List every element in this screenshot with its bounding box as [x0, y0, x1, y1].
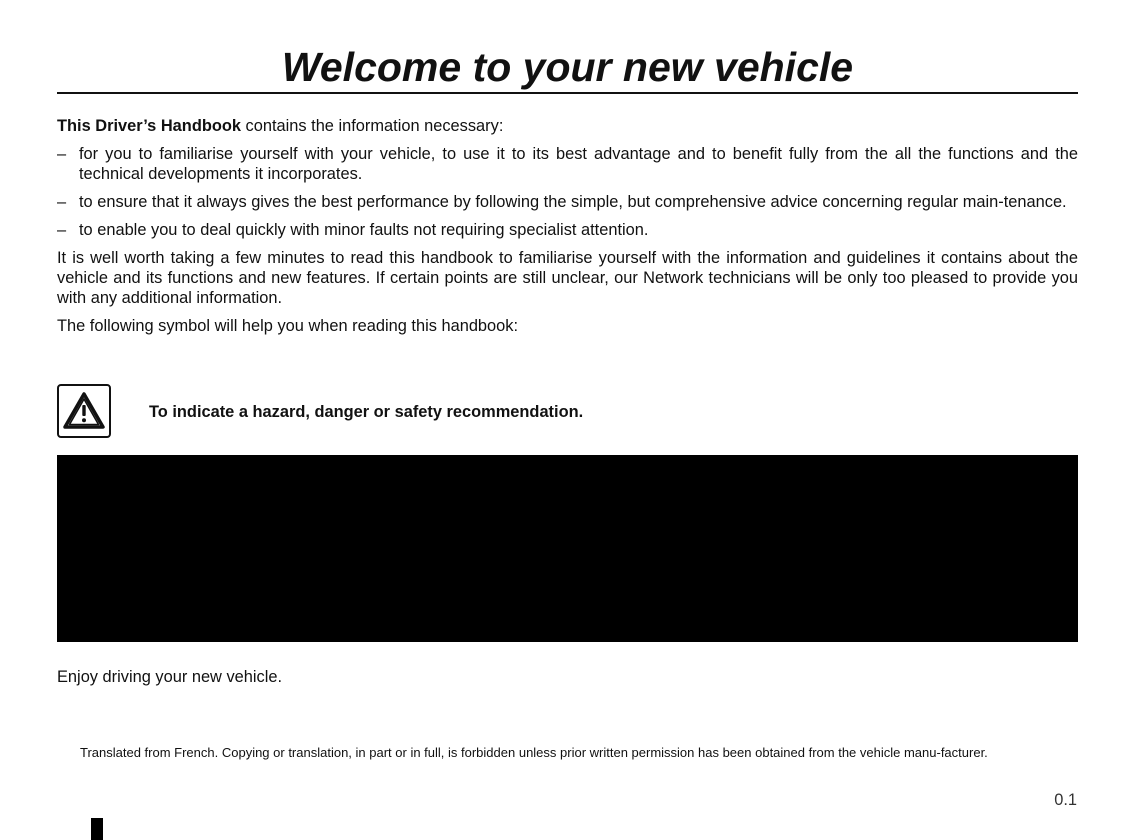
redacted-block: [57, 455, 1078, 642]
page-edge-marker: [91, 818, 103, 840]
list-item-text: to enable you to deal quickly with minor faults not requiring specialist attention.: [79, 221, 649, 239]
list-item: [57, 220, 1078, 240]
handbook-name: This Driver’s Handbook: [57, 117, 241, 135]
list-dash: –: [57, 193, 67, 211]
closing-text: Enjoy driving your new vehicle.: [57, 668, 283, 686]
copyright-note: Translated from French. Copying or translation, in part or in full, is forbidden unless prior written permission has been obtained from the vehicle manu-facturer.: [80, 745, 988, 760]
list-item: [57, 192, 1078, 212]
list-dash: –: [57, 145, 67, 163]
warning-description: To indicate a hazard, danger or safety recommendation.: [149, 403, 584, 421]
page-title: Welcome to your new vehicle: [281, 44, 854, 90]
list-item-text: for you to familiarise yourself with your vehicle, to use it to its best advantage and to benefit fully from the all the functions and the technical developments it incorporates.: [79, 145, 1078, 183]
symbol-intro: The following symbol will help you when reading this handbook:: [57, 317, 519, 335]
warning-triangle-icon: [57, 384, 111, 438]
list-dash: –: [57, 221, 67, 239]
intro-lead-rest: contains the information necessary:: [240, 117, 504, 135]
purpose-list: [57, 144, 1078, 240]
intro-section: [57, 116, 1078, 344]
intro-paragraph: It is well worth taking a few minutes to read this handbook to familiarise yourself with the information and guidelines it contains about the vehicle and its functions and new features. If certain points are still unclear, our Network technicians will be only too pleased to provide you with any additional information.: [57, 249, 1078, 307]
intro-lead: [57, 116, 1078, 136]
page-number: 0.1: [1054, 791, 1077, 809]
list-item-text: to ensure that it always gives the best performance by following the simple, but comprehensive advice concerning regular main-tenance.: [79, 193, 1067, 211]
list-item: [57, 144, 1078, 184]
title-underline: [57, 92, 1078, 94]
warning-legend: [57, 384, 1078, 442]
